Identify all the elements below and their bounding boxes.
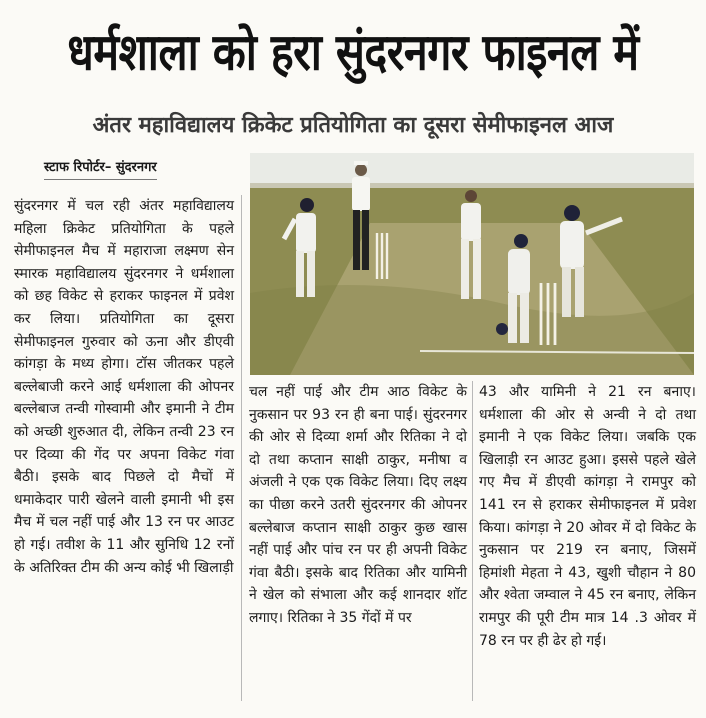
column-divider [241,195,242,701]
cricket-match-illustration [250,153,694,375]
article-column-2 [249,381,467,630]
column-divider [472,381,473,701]
article-column-1 [14,195,234,579]
article-text-column-3: 43 और यामिनी ने 21 रन बनाए। धर्मशाला की ओर से अन्वी ने दो तथा इमानी ने एक विकेट लिया। जबकि एक खिलाड़ी रन आउट हुआ। इससे पहले खेले गए मैच में डीएवी कांगड़ा ने रामपुर को 141 रन से हराकर सेमीफाइनल में प्रवेश किया। कांगड़ा ने 20 ओवर में दो विकेट के नुकसान पर 219 रन बनाए, जिसमें हिमांशी मेहता ने 43, खुशी चौहान ने 80 और श्वेता जम्वाल ने 45 रन बनाए, लेकिन रामपुर की पूरी टीम मात्र 14 .3 ओवर में 78 रन पर ही ढेर हो गई। [479,384,696,649]
article-text-column-2: चल नहीं पाई और टीम आठ विकेट के नुकसान पर 93 रन ही बना पाई। सुंदरनगर की ओर से दिव्या शर्मा और रितिका ने दो दो तथा कप्तान साक्षी ठाकुर, मनीषा व अंजली ने एक एक विकेट लिया। दिए लक्ष्य का पीछा करने उतरी सुंदरनगर की ओपनर बल्लेबाज कप्तान साक्षी ठाकुर कुछ खास नहीं पाई और पांच रन पर ही अपनी विकेट गंवा बैठी। इसके बाद रितिका और यामिनी ने खेल को संभाला और कई शानदार शॉट लगाए। रितिका ने 35 गेंदों में पर [249,384,467,626]
article-text-column-1: सुंदरनगर में चल रही अंतर महाविद्यालय महिला क्रिकेट प्रतियोगिता के पहले सेमीफाइनल मैच में महाराजा लक्ष्मण सेन स्मारक महाविद्यालय सुंदरनगर ने धर्मशाला को छह विकेट से हराकर फाइनल में प्रवेश कर लिया। प्रतियोगिता का दूसरा सेमीफाइनल गुरुवार को ऊना और डीएवी कांगड़ा के मध्य होगा। टॉस जीतकर पहले बल्लेबाजी करने आई धर्मशाला की ओपनर बल्लेबाज तन्वी गोस्वामी और इमानी ने टीम को अच्छी शुरुआत दी, लेकिन तन्वी 23 रन पर दिव्या की गेंद पर अपना विकेट गंवा बैठी। इसके बाद पिछले दो मैचों में धमाकेदार पारी खेलने वाली इमानी भी इस मैच में चल नहीं पाई और 13 रन पर आउट हो गई। तवीश के 11 और सुनिधि 12 रनों के अतिरिक्त टीम की अन्य कोई भी खिलाड़ी [14,198,234,576]
cricket-match-photo [250,153,694,375]
headline: धर्मशाला को हरा सुंदरनगर फाइनल में [67,23,639,83]
subheadline: अंतर महाविद्यालय क्रिकेट प्रतियोगिता का दूसरा सेमीफाइनल आज [92,113,614,138]
article-column-3 [479,381,696,652]
photo-sky [250,153,694,187]
byline: स्टाफ रिपोर्टर– सुंदरनगर [44,158,157,180]
